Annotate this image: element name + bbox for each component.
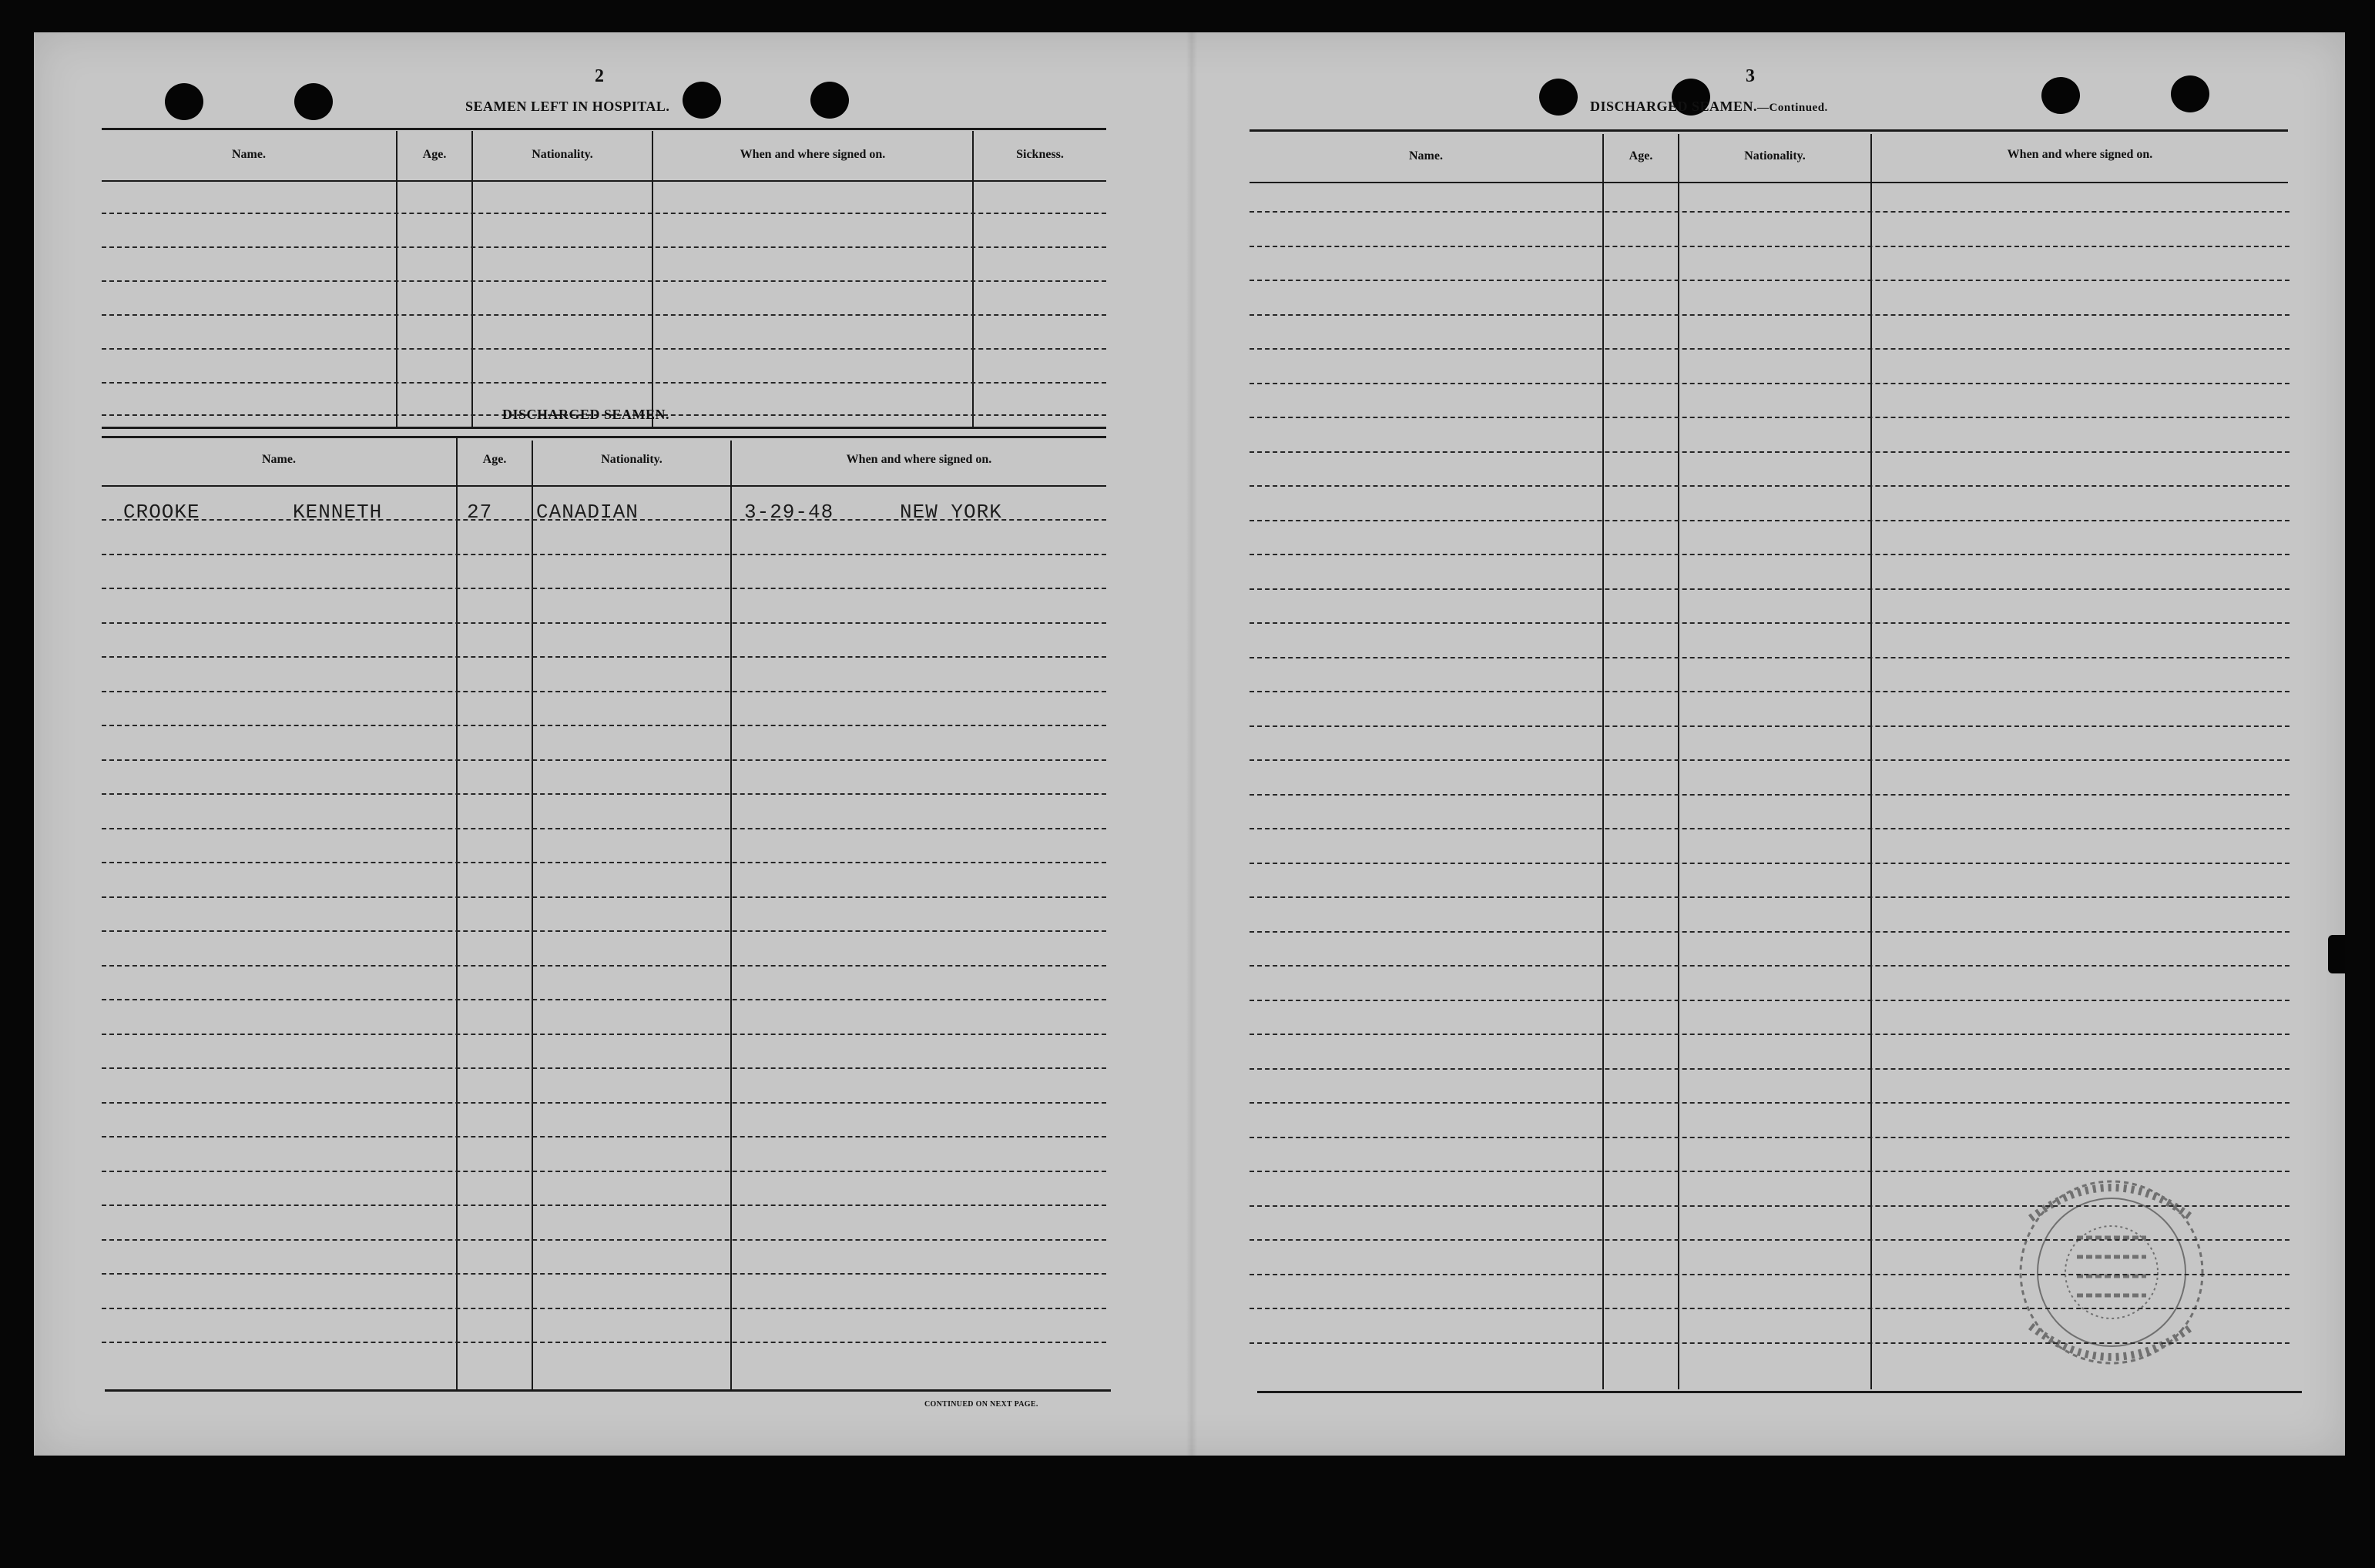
ruled-row-line	[1250, 554, 2289, 555]
ruled-row-line	[1250, 931, 2289, 933]
discharged-col-divider	[532, 441, 533, 1389]
ruled-row-line	[1250, 622, 2289, 624]
ruled-row-line	[102, 1136, 1106, 1137]
right-col-divider	[1870, 134, 1872, 1389]
seaman-surname: CROOKE	[123, 501, 200, 524]
ruled-row-line	[1250, 691, 2289, 692]
ruled-row-line	[102, 725, 1106, 726]
punch-hole	[2171, 75, 2209, 112]
continued-note: CONTINUED ON NEXT PAGE.	[924, 1400, 1038, 1409]
page-fold	[1186, 32, 1197, 1456]
edge-notch	[2328, 935, 2345, 973]
document-paper	[34, 32, 2345, 1456]
ruled-row-line	[1250, 1034, 2289, 1035]
ruled-row-line	[102, 1308, 1106, 1309]
hospital-header-rule	[102, 180, 1106, 182]
ruled-row-line	[102, 1239, 1106, 1241]
discharged-col-age: Age.	[482, 453, 507, 466]
right-section-title	[1590, 99, 1828, 115]
seaman-given-name: KENNETH	[293, 501, 383, 524]
hospital-row-line	[102, 280, 1106, 282]
ruled-row-line	[102, 519, 1106, 521]
hospital-top-rule	[102, 128, 1106, 130]
right-bottom-rule	[1257, 1391, 2302, 1393]
ruled-row-line	[1250, 211, 2289, 213]
discharged-col-signed-on: When and where signed on.	[846, 453, 992, 466]
seaman-signed-date: 3-29-48	[744, 501, 834, 524]
seaman-signed-place: NEW YORK	[900, 501, 1002, 524]
discharged-col-divider	[456, 437, 458, 1389]
hospital-col-age: Age.	[422, 148, 447, 161]
ruled-row-line	[102, 793, 1106, 795]
left-page-number: 2	[595, 66, 604, 86]
hospital-col-nationality: Nationality.	[532, 148, 593, 161]
ruled-row-line	[102, 1273, 1106, 1275]
hospital-col-signed-on: When and where signed on.	[740, 148, 886, 161]
hospital-row-line	[102, 348, 1106, 350]
ruled-row-line	[102, 622, 1106, 624]
ruled-row-line	[102, 1102, 1106, 1104]
ruled-row-line	[1250, 794, 2289, 796]
ruled-row-line	[1250, 759, 2289, 761]
right-col-age: Age.	[1629, 149, 1653, 162]
ruled-row-line	[102, 1204, 1106, 1206]
seaman-age: 27	[467, 501, 493, 524]
ruled-row-line	[1250, 1068, 2289, 1070]
ruled-row-line	[1250, 965, 2289, 967]
ruled-row-line	[1250, 417, 2289, 418]
hospital-bottom-rule	[102, 427, 1106, 429]
right-col-divider	[1678, 134, 1679, 1389]
discharged-col-divider	[730, 441, 732, 1389]
ruled-row-line	[1250, 863, 2289, 864]
discharged-col-nationality: Nationality.	[601, 453, 663, 466]
ruled-row-line	[1250, 485, 2289, 487]
ruled-row-line	[1250, 348, 2289, 350]
hospital-row-line	[102, 314, 1106, 316]
ruled-row-line	[1250, 828, 2289, 829]
right-top-rule	[1250, 129, 2288, 132]
punch-hole	[165, 83, 203, 120]
ruled-row-line	[1250, 520, 2289, 521]
ruled-row-line	[1250, 314, 2289, 316]
ruled-row-line	[1250, 1137, 2289, 1138]
punch-hole	[294, 83, 333, 120]
discharged-top-rule	[102, 436, 1106, 438]
ruled-row-line	[102, 759, 1106, 761]
ruled-row-line	[1250, 588, 2289, 590]
hospital-row-line	[102, 246, 1106, 248]
ruled-row-line	[1250, 280, 2289, 281]
ruled-row-line	[102, 965, 1106, 967]
hospital-col-name: Name.	[232, 148, 266, 161]
ruled-row-line	[102, 828, 1106, 829]
ruled-row-line	[102, 656, 1106, 658]
punch-hole	[683, 82, 721, 119]
ruled-row-line	[102, 1342, 1106, 1343]
punch-hole	[810, 82, 849, 119]
ruled-row-line	[1250, 246, 2289, 247]
hospital-row-line	[102, 382, 1106, 384]
ruled-row-line	[102, 1067, 1106, 1069]
ruled-row-line	[1250, 1000, 2289, 1001]
ruled-row-line	[102, 930, 1106, 932]
ruled-row-line	[102, 862, 1106, 863]
ruled-row-line	[1250, 657, 2289, 658]
right-col-signed-on: When and where signed on.	[2007, 148, 2153, 161]
discharged-section-title: DISCHARGED SEAMEN.	[502, 407, 670, 422]
continued-label: —Continued.	[1757, 102, 1828, 114]
ruled-row-line	[102, 896, 1106, 898]
hospital-section-title: SEAMEN LEFT IN HOSPITAL.	[465, 99, 670, 114]
right-header-rule	[1250, 182, 2288, 183]
ruled-row-line	[102, 999, 1106, 1000]
right-page-number: 3	[1746, 66, 1755, 86]
ruled-row-line	[102, 1171, 1106, 1172]
ruled-row-line	[102, 691, 1106, 692]
discharged-header-rule	[102, 485, 1106, 487]
punch-hole	[1539, 79, 1578, 116]
discharged-col-name: Name.	[262, 453, 296, 466]
hospital-row-line	[102, 213, 1106, 214]
right-section-title-text: DISCHARGED SEAMEN.	[1590, 99, 1758, 114]
ruled-row-line	[1250, 1102, 2289, 1104]
official-stamp-seal	[1984, 1164, 2239, 1380]
right-col-divider	[1602, 134, 1604, 1389]
ruled-row-line	[102, 554, 1106, 555]
discharged-bottom-rule	[105, 1389, 1111, 1392]
right-col-name: Name.	[1409, 149, 1443, 162]
right-col-nationality: Nationality.	[1744, 149, 1806, 162]
seaman-nationality: CANADIAN	[536, 501, 639, 524]
ruled-row-line	[1250, 725, 2289, 727]
ruled-row-line	[1250, 451, 2289, 453]
hospital-col-sickness: Sickness.	[1016, 148, 1064, 161]
punch-hole	[2041, 77, 2080, 114]
ruled-row-line	[102, 588, 1106, 589]
ruled-row-line	[102, 1034, 1106, 1035]
ruled-row-line	[1250, 896, 2289, 898]
ruled-row-line	[1250, 383, 2289, 384]
